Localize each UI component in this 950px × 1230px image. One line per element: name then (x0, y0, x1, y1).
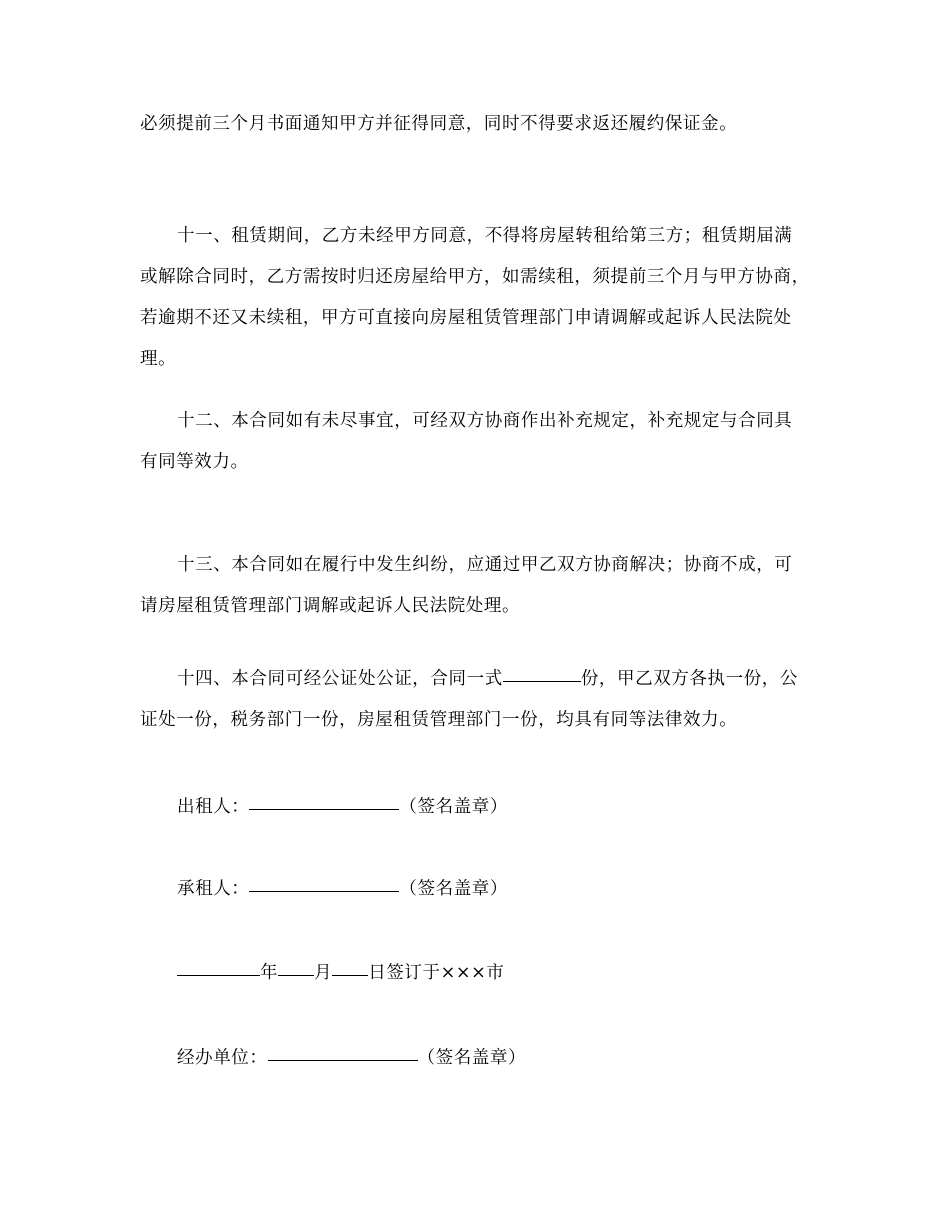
lessee-label: 承租人： (177, 879, 250, 899)
text-line: 十二、本合同如有未尽事宜，可经双方协商作出补充规定，补充规定与合同具 (177, 411, 793, 431)
lessee-blank-field[interactable] (249, 890, 399, 892)
year-blank-field[interactable] (177, 974, 260, 976)
text-line: 必须提前三个月书面通知甲方并征得同意，同时不得要求返还履约保证金。 (140, 114, 738, 134)
text-line: 若逾期不还又未续租，甲方可直接向房屋租赁管理部门申请调解或起诉人民法院处 (140, 308, 792, 328)
text-line: 或解除合同时，乙方需按时归还房屋给甲方，如需续租，须提前三个月与甲方协商， (140, 267, 810, 287)
text-line: 十一、租赁期间，乙方未经甲方同意，不得将房屋转租给第三方；租赁期届满 (177, 226, 793, 246)
agency-signature-line (177, 1043, 526, 1073)
copies-blank-field[interactable] (503, 680, 581, 682)
sign-note: （签名盖章） (399, 797, 509, 817)
clause-11 (140, 216, 812, 380)
day-label: 日签订于×××市 (368, 963, 505, 983)
text-line (140, 659, 812, 700)
clause-14 (140, 659, 812, 741)
lessor-blank-field[interactable] (249, 808, 399, 810)
text-line: 证处一份，税务部门一份，房屋租赁管理部门一份，均具有同等法律效力。 (140, 710, 738, 730)
agency-blank-field[interactable] (268, 1059, 418, 1061)
lessor-label: 出租人： (177, 797, 250, 817)
sign-note: （签名盖章） (417, 1048, 527, 1068)
agency-label: 经办单位： (177, 1048, 268, 1068)
paragraph-continuation (140, 104, 812, 145)
day-blank-field[interactable] (332, 974, 368, 976)
lessee-signature-line (177, 874, 508, 904)
month-label: 月 (314, 963, 333, 983)
clause-14-text-after: 份，甲乙双方各执一份，公 (580, 669, 799, 689)
clause-14-text-before: 十四、本合同可经公证处公证，合同一式 (177, 669, 503, 689)
date-line (177, 958, 505, 988)
month-blank-field[interactable] (278, 974, 314, 976)
sign-note: （签名盖章） (399, 879, 509, 899)
lessor-signature-line (177, 792, 508, 822)
text-line: 十三、本合同如在履行中发生纠纷，应通过甲乙双方协商解决；协商不成，可 (177, 555, 793, 575)
text-line: 有同等效力。 (140, 452, 249, 472)
clause-12 (140, 401, 812, 483)
text-line: 理。 (140, 349, 177, 369)
clause-13 (140, 545, 812, 627)
text-line: 请房屋租赁管理部门调解或起诉人民法院处理。 (140, 596, 521, 616)
year-label: 年 (260, 963, 279, 983)
